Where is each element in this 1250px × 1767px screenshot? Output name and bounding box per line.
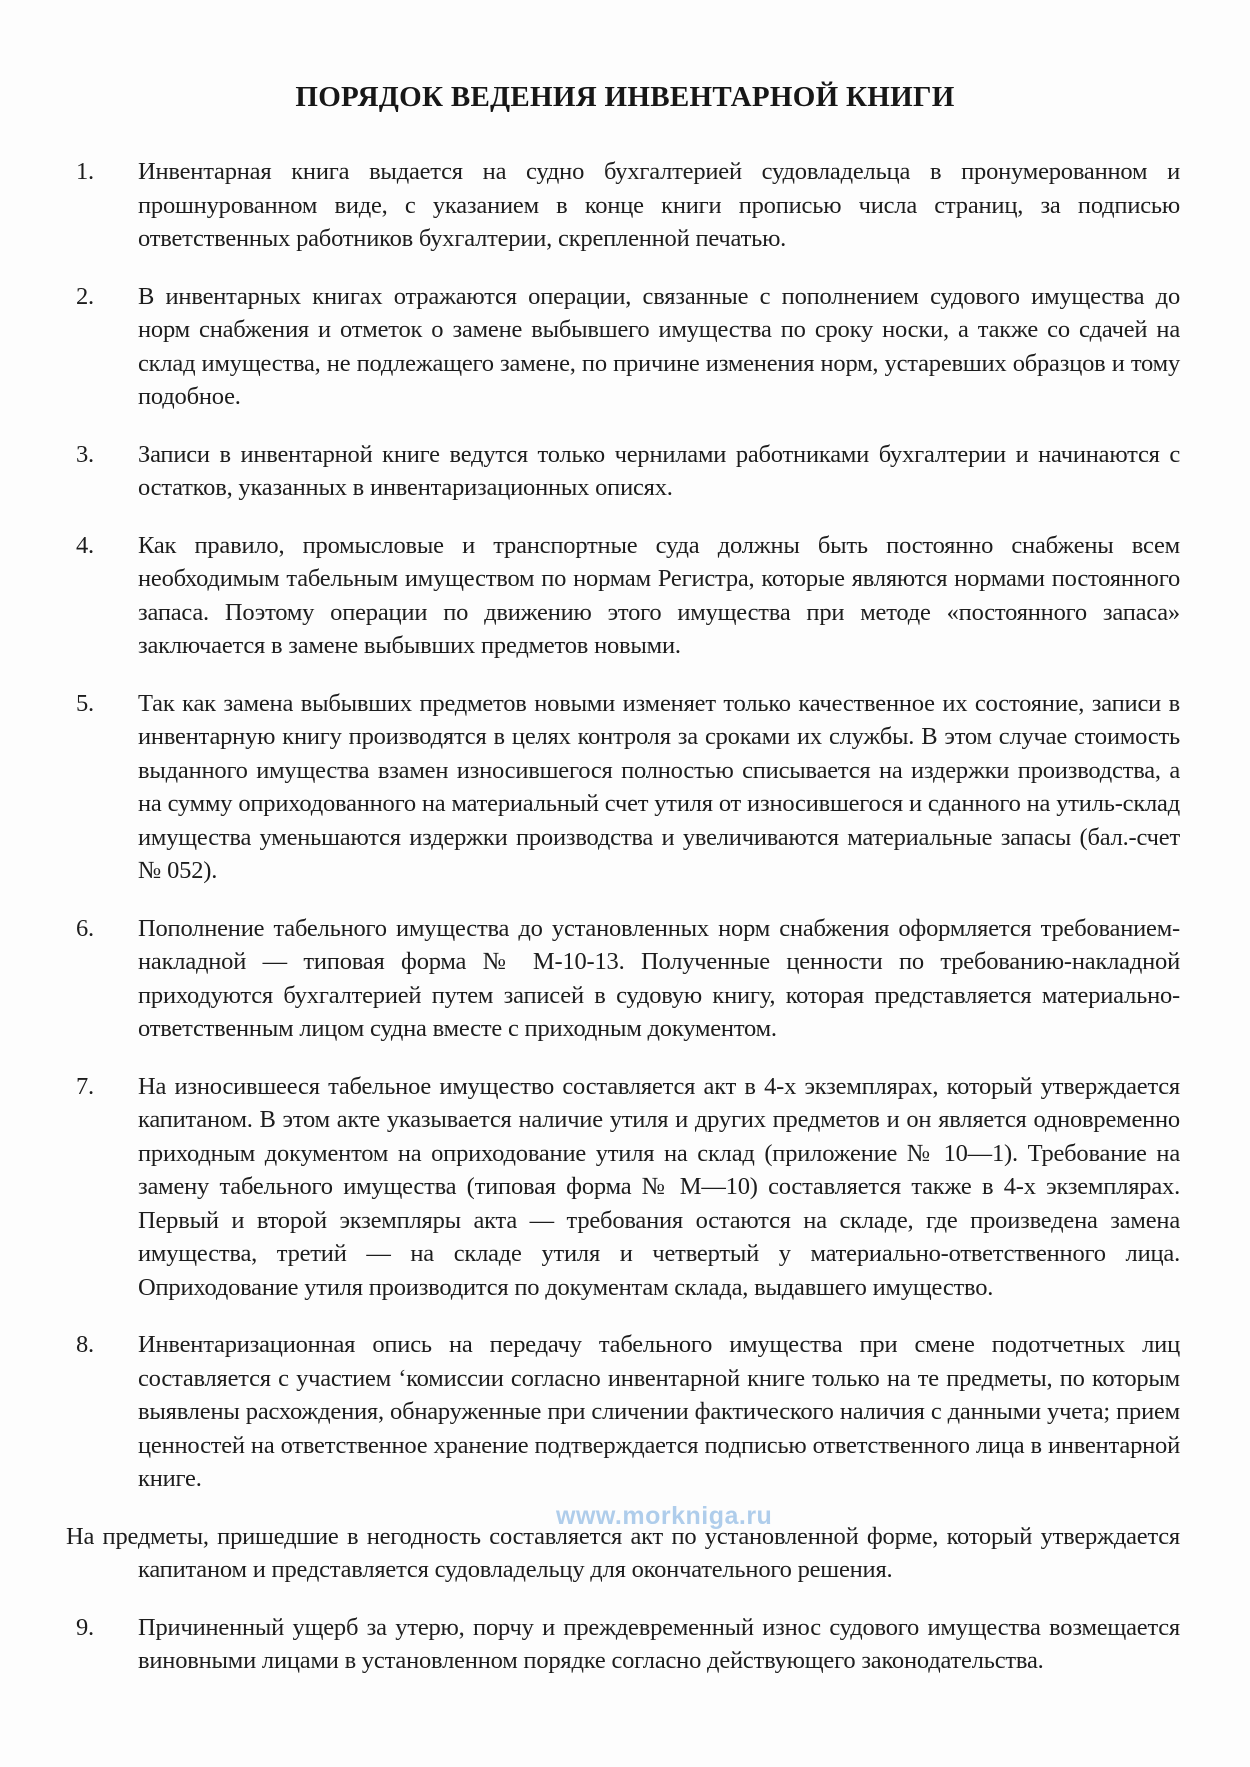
list-item-3 [66, 438, 1180, 505]
watermark: www.morkniga.ru [556, 1502, 773, 1530]
item-text: На предметы, пришедшие в негодность составляется акт по установленной форме, который утверждается капитаном и представляется судовладельцу для окончательного решения. [66, 1522, 1180, 1584]
item-text: Пополнение табельного имущества до установленных норм снабжения оформляется требованием-накладной — типовая форма № М-10-13. Полученные ценности по требованию-накладной приходуются бухгалтерией путем записей в судовую книгу, которая представляется материально-ответственным лицом судна вместе с приходным документом. [138, 914, 1180, 1043]
list-item-2 [66, 280, 1180, 414]
item-number: 3. [76, 440, 94, 468]
item-number: 1. [76, 158, 94, 186]
item-text: Инвентаризационная опись на передачу табельного имущества при смене подотчетных лиц составляется с участием ‘комиссии согласно инвентарной книге только на те предметы, по которым выявлены расхождения, обнаруженные при сличении фактического наличия с данными учета; прием ценностей на ответственное хранение подтверждается подписью ответственного лица в инвентарной книге. [138, 1331, 1180, 1493]
item-number: 8. [76, 1331, 94, 1359]
item-number: 4. [76, 531, 94, 559]
item-text: Причиненный ущерб за утерю, порчу и преждевременный износ судового имущества возмещается виновными лицами в установленном порядке согласно действующего законодательства. [138, 1613, 1180, 1675]
item-number: 2. [76, 282, 94, 310]
item-number: 5. [76, 689, 94, 717]
item-text: На износившееся табельное имущество составляется акт в 4-х экземплярах, который утверждается капитаном. В этом акте указывается наличие утиля и других предметов и он является одновременно приходным документом на оприходование утиля на склад (приложение № 10—1). Требование на замену табельного имущества (типовая форма № М—10) составляется также в 4-х экземплярах. Первый и второй экземпляры акта — требования остаются на складе, где произведена замена имущества, третий — на складе утиля и четвертый у материально-ответственного лица. Оприходование утиля производится по документам склада, выдавшего имущество. [138, 1072, 1180, 1301]
list-item-9 [66, 1611, 1180, 1678]
item-number: 7. [76, 1072, 94, 1100]
item-text: Инвентарная книга выдается на судно бухгалтерией судовладельца в пронумерованном и прошнурованном виде, с указанием в конце книги прописью числа страниц, за подписью ответственных работников бухгалтерии, скрепленной печатью. [138, 158, 1180, 253]
item-text: Как правило, промысловые и транспортные суда должны быть постоянно снабжены всем необходимым табельным имуществом по нормам Регистра, которые являются нормами постоянного запаса. Поэтому операции по движению этого имущества при методе «постоянного запаса» заключается в замене выбывших предметов новыми. [138, 531, 1180, 660]
list-item-1 [66, 155, 1180, 256]
list-item-7 [66, 1070, 1180, 1305]
item-number: 6. [76, 914, 94, 942]
item-text: В инвентарных книгах отражаются операции, связанные с пополнением судового имущества до норм снабжения и отметок о замене выбывшего имущества по сроку носки, а также со сдачей на склад имущества, не подлежащего замене, по причине изменения норм, устаревших образцов и тому подобное. [138, 282, 1180, 411]
page-title: ПОРЯДОК ВЕДЕНИЯ ИНВЕНТАРНОЙ КНИГИ [295, 81, 955, 114]
item-text: Записи в инвентарной книге ведутся только чернилами работниками бухгалтерии и начинаются с остатков, указанных в инвентаризационных описях. [138, 440, 1180, 502]
list-item-4 [66, 529, 1180, 663]
item-number: 9. [76, 1613, 94, 1641]
ordered-list [66, 155, 1180, 1678]
item-text: Так как замена выбывших предметов новыми изменяет только качественное их состояние, записи в инвентарную книгу производятся в целях контроля за сроками их службы. В этом случае стоимость выданного имущества взамен износившегося полностью списывается на издержки производства, а на сумму оприходованного на материальный счет утиля от износившегося и сданного на утиль-склад имущества уменьшаются издержки производства и увеличиваются материальные запасы (бал.-счет № 052). [138, 689, 1180, 885]
list-item-5 [66, 687, 1180, 888]
list-item-6 [66, 912, 1180, 1046]
list-item-8 [66, 1328, 1180, 1496]
